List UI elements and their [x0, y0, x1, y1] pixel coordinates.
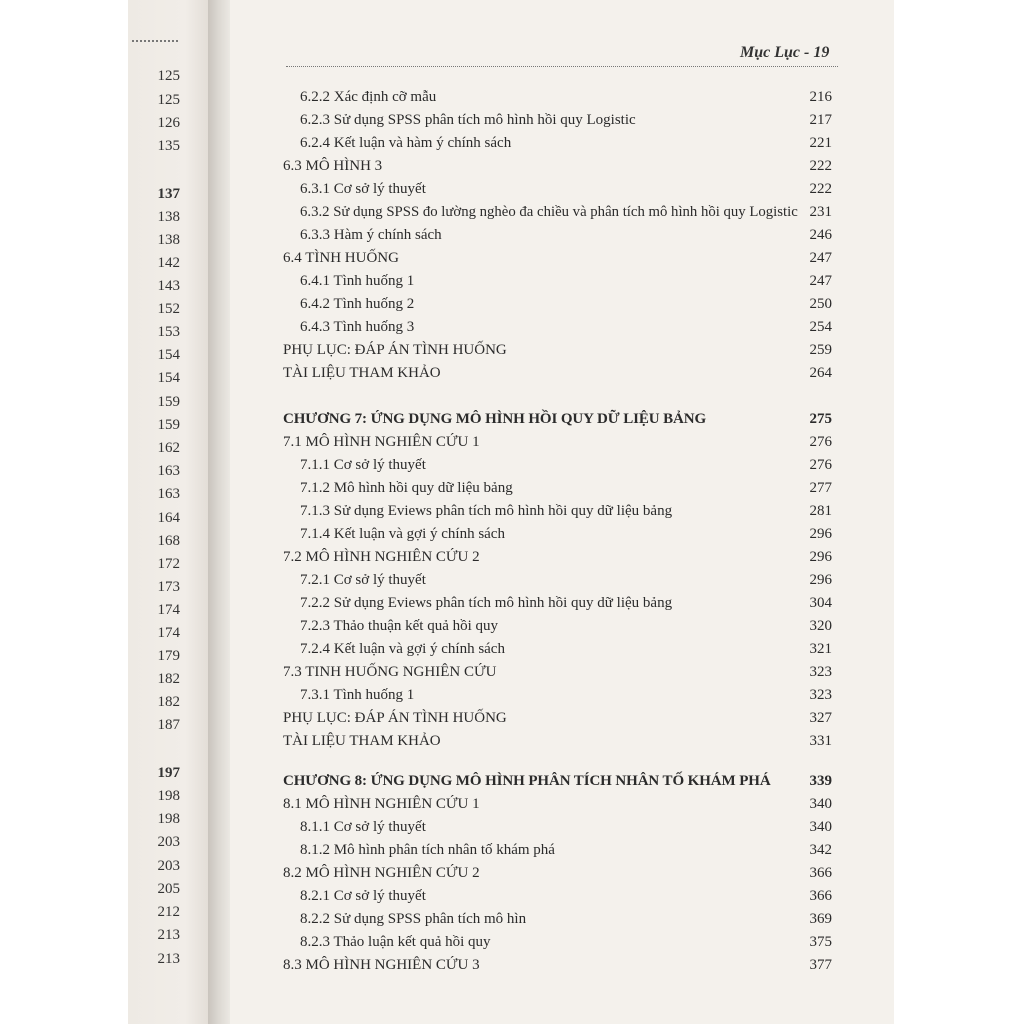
toc-page-number: 217: [809, 112, 832, 128]
toc-chapter-row: [283, 770, 832, 792]
left-page-number: 159: [157, 394, 180, 410]
toc-row: [283, 954, 832, 976]
toc-row: [283, 862, 832, 884]
left-page-number: 138: [157, 232, 180, 248]
toc-entry-title: 6.4.1 Tình huống 1: [300, 273, 415, 289]
toc-entry-title: 6.4.2 Tình huống 2: [300, 296, 415, 312]
left-page-number: 137: [157, 186, 180, 202]
toc-row: [300, 885, 832, 907]
toc-entry-title: 6.4.3 Tình huống 3: [300, 319, 415, 335]
toc-row: [300, 201, 832, 223]
toc-chapter-row: [283, 408, 832, 430]
toc-page-number: 366: [809, 888, 832, 904]
toc-row: [300, 931, 832, 953]
left-page-number: 153: [157, 324, 180, 340]
toc-page-number: 277: [809, 480, 832, 496]
toc-row: [300, 132, 832, 154]
toc-row: [300, 178, 832, 200]
toc-entry-title: 7.3 TINH HUỐNG NGHIÊN CỨU: [283, 664, 497, 680]
left-page-number: 203: [157, 834, 180, 850]
left-page-number: 213: [157, 951, 180, 967]
toc-entry-title: TÀI LIỆU THAM KHẢO: [283, 733, 441, 749]
toc-page-number: 340: [809, 796, 832, 812]
toc-row: [300, 638, 832, 660]
toc-entry-title: 8.2.1 Cơ sở lý thuyết: [300, 888, 426, 904]
left-page-number: 182: [157, 671, 180, 687]
toc-entry-title: TÀI LIỆU THAM KHẢO: [283, 365, 441, 381]
toc-page-number: 320: [809, 618, 832, 634]
toc-entry-title: 6.4 TÌNH HUỐNG: [283, 250, 399, 266]
left-page-number: 179: [157, 648, 180, 664]
left-page-number: 197: [157, 765, 180, 781]
toc-page-number: 323: [809, 687, 832, 703]
toc-row: [300, 523, 832, 545]
toc-entry-title: 7.2.3 Thảo thuận kết quả hồi quy: [300, 618, 499, 634]
left-page-number: 143: [157, 278, 180, 294]
left-page-number: 174: [157, 602, 180, 618]
toc-row: [283, 793, 832, 815]
toc-entry-title: 8.3 MÔ HÌNH NGHIÊN CỨU 3: [283, 957, 480, 973]
toc-page-number: 369: [809, 911, 832, 927]
toc-page-number: 275: [809, 411, 832, 427]
left-page-number: 125: [157, 68, 180, 84]
toc-row: [283, 661, 832, 683]
toc-row: [283, 362, 832, 384]
toc-entry-title: PHỤ LỤC: ĐÁP ÁN TÌNH HUỐNG: [283, 342, 507, 358]
left-page-number: 163: [157, 486, 180, 502]
toc-row: [300, 500, 832, 522]
toc-row: [283, 707, 832, 729]
left-page-number: 138: [157, 209, 180, 225]
left-page-number: 163: [157, 463, 180, 479]
toc-page-number: 323: [809, 664, 832, 680]
toc-page-number: 342: [809, 842, 832, 858]
toc-page-number: 250: [809, 296, 832, 312]
toc-entry-title: 7.1.2 Mô hình hồi quy dữ liệu bảng: [300, 480, 513, 496]
toc-page-number: 264: [809, 365, 832, 381]
left-page-number: 126: [157, 115, 180, 131]
toc-page-number: 247: [809, 273, 832, 289]
left-page-number: 187: [157, 717, 180, 733]
toc-row: [283, 155, 832, 177]
left-page-number: 182: [157, 694, 180, 710]
left-page-number: 174: [157, 625, 180, 641]
left-page-number: 212: [157, 904, 180, 920]
toc-row: [283, 546, 832, 568]
toc-page-number: 276: [809, 457, 832, 473]
left-page-number: 168: [157, 533, 180, 549]
toc-row: [300, 86, 832, 108]
toc-entry-title: 8.2 MÔ HÌNH NGHIÊN CỨU 2: [283, 865, 480, 881]
toc-entry-title: 6.3.2 Sử dụng SPSS đo lường nghèo đa chiều và phân tích mô hình hồi quy Logistic: [300, 204, 798, 220]
left-page-number: 142: [157, 255, 180, 271]
toc-page-number: 366: [809, 865, 832, 881]
toc-entry-title: 8.2.3 Thảo luận kết quả hồi quy: [300, 934, 491, 950]
toc-entry-title: CHƯƠNG 7: ỨNG DỤNG MÔ HÌNH HỒI QUY DỮ LIỆU BẢNG: [283, 411, 707, 427]
toc-page-number: 281: [809, 503, 832, 519]
toc-row: [300, 270, 832, 292]
toc-page-number: 216: [809, 89, 832, 105]
toc-entry-title: 6.2.3 Sử dụng SPSS phân tích mô hình hồi quy Logistic: [300, 112, 636, 128]
toc-entry-title: 7.1 MÔ HÌNH NGHIÊN CỨU 1: [283, 434, 480, 450]
toc-page-number: 276: [809, 434, 832, 450]
toc-page-number: 296: [809, 549, 832, 565]
left-page-number: 154: [157, 347, 180, 363]
left-page-number: 172: [157, 556, 180, 572]
toc-entry-title: 7.1.3 Sử dụng Eviews phân tích mô hình hồi quy dữ liệu bảng: [300, 503, 673, 519]
left-page-number: 154: [157, 370, 180, 386]
toc-row: [300, 839, 832, 861]
left-page-number: 152: [157, 301, 180, 317]
toc-page-number: 377: [809, 957, 832, 973]
toc-page-number: 246: [809, 227, 832, 243]
toc-page-number: 247: [809, 250, 832, 266]
left-page-number: 164: [157, 510, 180, 526]
toc-row: [300, 592, 832, 614]
toc-row: [300, 454, 832, 476]
toc-row: [300, 908, 832, 930]
toc-page-number: 296: [809, 572, 832, 588]
left-page-number: 198: [157, 788, 180, 804]
toc-row: [300, 816, 832, 838]
toc-entry-title: 7.3.1 Tình huống 1: [300, 687, 415, 703]
toc-page-number: 259: [809, 342, 832, 358]
toc-entry-title: 7.1.1 Cơ sở lý thuyết: [300, 457, 426, 473]
toc-entry-title: 6.3.1 Cơ sở lý thuyết: [300, 181, 426, 197]
left-page-number: 203: [157, 858, 180, 874]
toc-row: [283, 730, 832, 752]
toc-entry-title: PHỤ LỤC: ĐÁP ÁN TÌNH HUỐNG: [283, 710, 507, 726]
toc-entry-title: 8.2.2 Sử dụng SPSS phân tích mô hìn: [300, 911, 527, 927]
toc-row: [300, 477, 832, 499]
left-page-number: 162: [157, 440, 180, 456]
toc-entry-title: 8.1.1 Cơ sở lý thuyết: [300, 819, 426, 835]
left-page-number: 159: [157, 417, 180, 433]
toc-page-number: 331: [809, 733, 832, 749]
toc-entry-title: CHƯƠNG 8: ỨNG DỤNG MÔ HÌNH PHÂN TÍCH NHÂN TỐ KHÁM PHÁ: [283, 773, 771, 789]
toc-row: [300, 224, 832, 246]
toc-page-number: 375: [809, 934, 832, 950]
toc-entry-title: 8.1 MÔ HÌNH NGHIÊN CỨU 1: [283, 796, 480, 812]
left-page-number: 125: [157, 92, 180, 108]
left-page-number: 198: [157, 811, 180, 827]
left-page-number: 135: [157, 138, 180, 154]
toc-row: [283, 431, 832, 453]
toc-page-number: 296: [809, 526, 832, 542]
toc-entry-title: 7.2.4 Kết luận và gợi ý chính sách: [300, 641, 505, 657]
toc-entry-title: 6.3.3 Hàm ý chính sách: [300, 227, 442, 243]
toc-entry-title: 6.2.2 Xác định cỡ mẫu: [300, 89, 437, 105]
toc-entry-title: 8.1.2 Mô hình phân tích nhân tố khám phá: [300, 842, 555, 858]
toc-page-number: 221: [809, 135, 832, 151]
left-page-number: 173: [157, 579, 180, 595]
toc-page-number: 339: [809, 773, 832, 789]
toc-page-number: 222: [809, 158, 832, 174]
toc-entry-title: 7.2 MÔ HÌNH NGHIÊN CỨU 2: [283, 549, 480, 565]
toc-page-number: 254: [809, 319, 832, 335]
left-page-number: 213: [157, 927, 180, 943]
toc-entry-title: 7.1.4 Kết luận và gợi ý chính sách: [300, 526, 505, 542]
toc-row: [300, 109, 832, 131]
toc-entry-title: 6.3 MÔ HÌNH 3: [283, 158, 383, 174]
toc-page-number: 304: [809, 595, 832, 611]
toc-row: [300, 684, 832, 706]
left-page-number: 205: [157, 881, 180, 897]
toc-entry-title: 7.2.1 Cơ sở lý thuyết: [300, 572, 426, 588]
toc-page-number: 321: [809, 641, 832, 657]
toc-page-number: 327: [809, 710, 832, 726]
toc-row: [283, 339, 832, 361]
toc-entry-title: 7.2.2 Sử dụng Eviews phân tích mô hình hồi quy dữ liệu bảng: [300, 595, 673, 611]
toc-page-number: 222: [809, 181, 832, 197]
running-head: Mục Lục - 19: [740, 44, 830, 61]
toc-row: [300, 569, 832, 591]
toc-page-number: 340: [809, 819, 832, 835]
toc-row: [300, 615, 832, 637]
toc-row: [300, 293, 832, 315]
toc-row: [283, 247, 832, 269]
toc-entry-title: 6.2.4 Kết luận và hàm ý chính sách: [300, 135, 512, 151]
toc-row: [300, 316, 832, 338]
toc-page-number: 231: [809, 204, 832, 220]
